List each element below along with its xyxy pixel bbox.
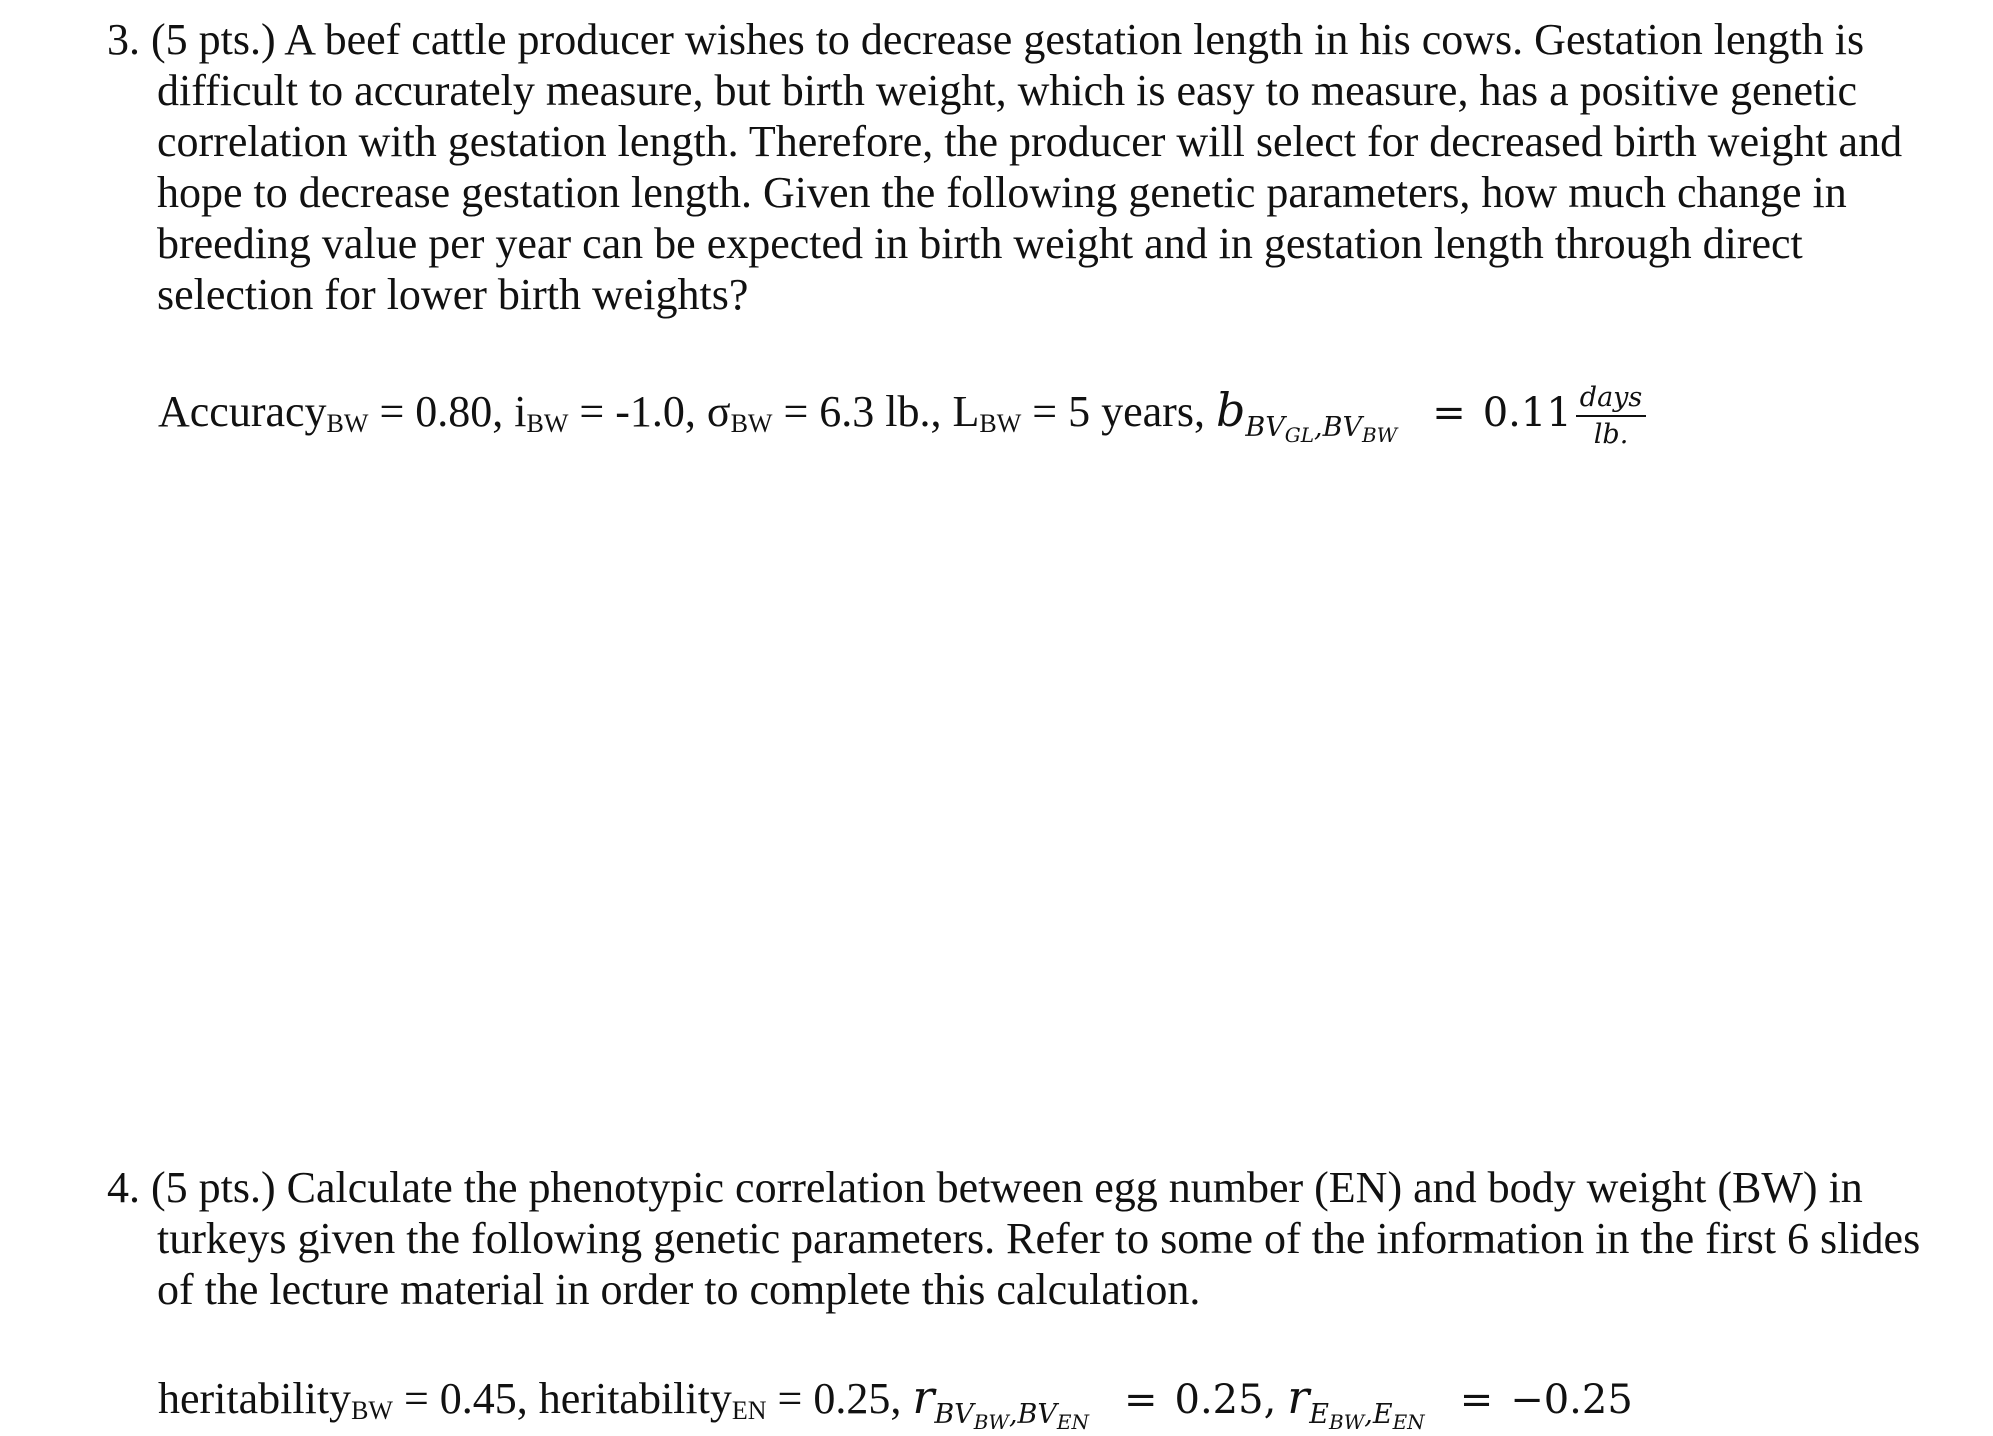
r1-sub-sep: ,BV (1008, 1399, 1057, 1430)
heritability-en-value: = 0.25, (777, 1374, 902, 1423)
r1-subsub1: BW (973, 1410, 1009, 1434)
question-3-text (107, 14, 1957, 320)
sigma-label: σ (706, 387, 731, 437)
b-unit-denominator: lb. (1593, 419, 1629, 450)
r-genetic-equals: = (1124, 1377, 1158, 1423)
heritability-en-sub: EN (731, 1396, 767, 1425)
r1-subsub2: EN (1056, 1410, 1089, 1434)
heritability-bw-sub: BW (351, 1396, 393, 1425)
accuracy-sub: BW (326, 409, 369, 439)
accuracy-label: Accuracy (158, 387, 327, 437)
l-label: L (952, 387, 980, 437)
r-genetic-subscript (934, 1399, 1089, 1434)
b-subscript (1245, 412, 1398, 448)
i-value: = -1.0, (579, 387, 696, 437)
i-label: i (514, 387, 527, 437)
r2-subsub1: BW (1329, 1410, 1365, 1434)
b-sub-sep: ,BV (1314, 412, 1362, 444)
question-4-label: 4. (5 pts.) (107, 1163, 276, 1212)
r-environmental-equals: = (1459, 1377, 1494, 1423)
b-unit-fraction (1576, 382, 1647, 450)
question-3 (107, 14, 1957, 320)
l-value: = 5 years, (1032, 387, 1205, 437)
r-genetic-symbol: r (912, 1370, 935, 1424)
sigma-sub: BW (730, 409, 773, 439)
i-sub: BW (526, 409, 569, 439)
l-sub: BW (979, 409, 1022, 439)
b-subsub1: GL (1284, 423, 1315, 448)
r-genetic-value: 0.25, (1174, 1377, 1277, 1423)
r-environmental-symbol: r (1287, 1370, 1310, 1424)
r2-sub1: E (1309, 1399, 1330, 1430)
question-3-parameters (158, 382, 1646, 450)
b-symbol: b (1215, 383, 1246, 438)
heritability-bw-label: heritability (158, 1374, 352, 1423)
r2-sub-sep: ,E (1364, 1399, 1393, 1430)
b-equals: = (1432, 390, 1466, 437)
b-value: 0.11 (1482, 390, 1572, 437)
question-4-body: Calculate the phenotypic correlation between egg number (EN) and body weight (BW) in turkeys given the following genetic parameters. Refer to some of the information in the first 6 slides of the lecture material in order to complete this calculation. (157, 1163, 1921, 1314)
b-sub1: BV (1245, 412, 1285, 444)
sigma-value: = 6.3 lb., (783, 387, 942, 437)
r-environmental-value: −0.25 (1510, 1377, 1633, 1423)
question-3-body: A beef cattle producer wishes to decrease gestation length in his cows. Gestation length is difficult to accurately measure, but birth weight, which is easy to measure, has a positive genetic correlation with gestation length. Therefore, the producer will select for decreased birth weight and hope to decrease gestation length. Given the following genetic parameters, how much change in breeding value per year can be expected in birth weight and in gestation length through direct selection for lower birth weights? (157, 15, 1903, 319)
r1-sub1: BV (934, 1399, 974, 1430)
b-unit-numerator: days (1576, 382, 1647, 417)
heritability-en-label: heritability (538, 1374, 732, 1423)
question-4-parameters (158, 1370, 1633, 1434)
question-4-text (107, 1162, 1957, 1315)
r2-subsub2: EN (1392, 1410, 1425, 1434)
accuracy-value: = 0.80, (379, 387, 504, 437)
heritability-bw-value: = 0.45, (403, 1374, 528, 1423)
b-subsub2: BW (1361, 423, 1398, 448)
question-3-label: 3. (5 pts.) (107, 15, 276, 64)
question-4 (107, 1162, 1957, 1315)
r-environmental-subscript (1309, 1399, 1425, 1434)
